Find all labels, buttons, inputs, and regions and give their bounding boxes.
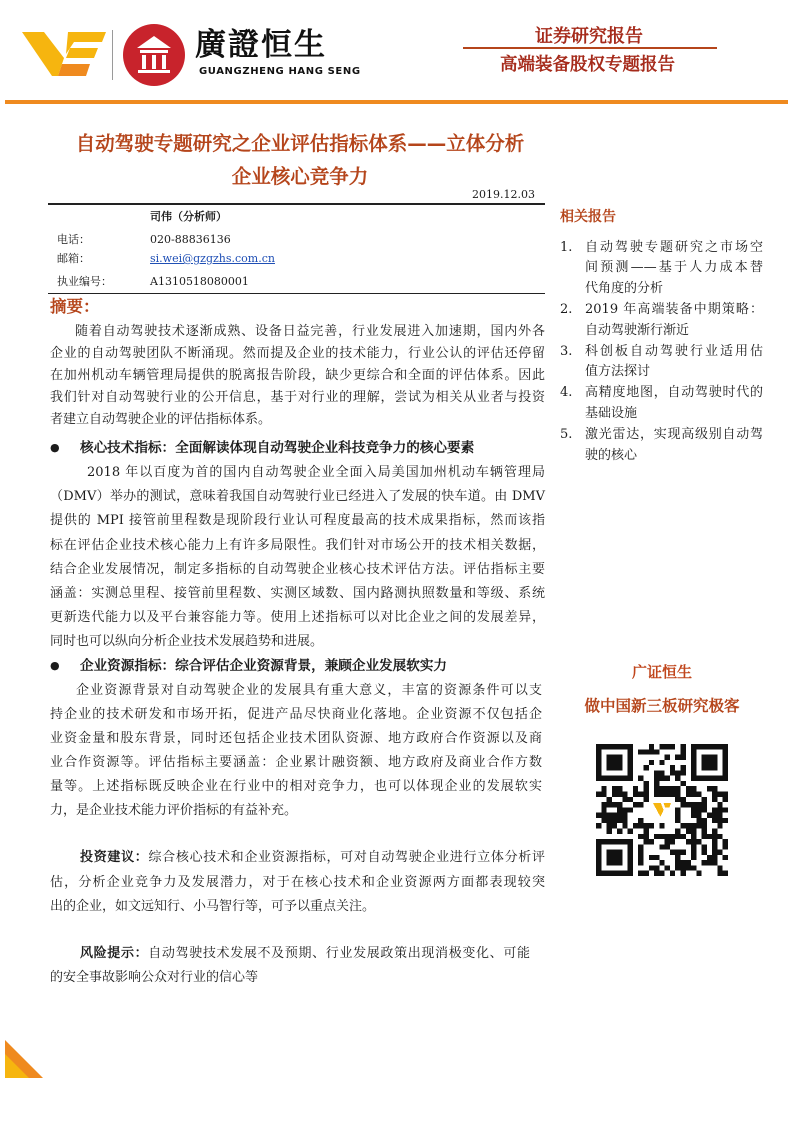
paragraph-line: 业资金量和股东背景，同时还包括企业技术团队资源、地方政府合作资源以及商 bbox=[50, 731, 542, 746]
related-reports-heading: 相关报告 bbox=[560, 209, 616, 225]
related-report-item bbox=[560, 342, 765, 384]
related-report-line: 高精度地图，自动驾驶时代的 bbox=[585, 385, 763, 401]
report-type: 证券研究报告 bbox=[535, 26, 643, 47]
point-heading: 企业资源指标：综合评估企业资源背景，兼顾企业发展软实力 bbox=[80, 658, 448, 674]
logo-divider bbox=[112, 30, 113, 80]
investment-label: 投资建议： bbox=[80, 850, 149, 865]
email-link[interactable]: si.wei@gzgzhs.com.cn bbox=[150, 252, 275, 265]
report-title-line-1: 自动驾驶专题研究之企业评估指标体系——立体分析 bbox=[75, 132, 525, 155]
related-report-line: 基础设施 bbox=[585, 405, 638, 421]
report-date: 2019.12.03 bbox=[472, 188, 535, 201]
phone-value: 020-88836136 bbox=[150, 233, 231, 246]
paragraph-line: 标在评估企业技术核心能力上有许多局限性。我们针对市场公开的技术相关数据， bbox=[50, 537, 545, 553]
promo-slogan: 做中国新三板研究极客 bbox=[584, 697, 740, 715]
point-heading: 核心技术指标：全面解读体现自动驾驶企业科技竞争力的核心要素 bbox=[80, 440, 475, 456]
email-label: 邮箱： bbox=[57, 252, 90, 265]
license-label: 执业编号： bbox=[57, 275, 112, 288]
seal-logo-icon bbox=[123, 24, 185, 86]
related-report-line: 驶的核心 bbox=[585, 447, 638, 463]
paragraph-line bbox=[50, 846, 545, 871]
point-resources-body bbox=[50, 679, 542, 823]
logo-chinese-name: 廣證恒生 bbox=[195, 27, 327, 63]
paragraph-line: 企业的自动驾驶团队不断涌现。然而提及企业的技术能力，行业公认的评估还停留 bbox=[50, 346, 545, 361]
risk-label: 风险提示： bbox=[80, 946, 149, 961]
analyst-bottom-rule bbox=[48, 293, 545, 294]
paragraph-line: 估，分析企业竞争力及发展潜力，对于在核心技术和企业资源两方面都表现较突 bbox=[50, 874, 545, 890]
paragraph-line: （DMV）举办的测试，意味着我国自动驾驶行业已经进入了发展的快车道。由 DMV bbox=[50, 489, 545, 505]
summary-heading: 摘要： bbox=[50, 297, 100, 316]
related-report-number: 2. bbox=[560, 301, 573, 317]
paragraph-line bbox=[50, 942, 530, 966]
company-logo-mark-icon bbox=[18, 24, 112, 84]
summary-intro bbox=[50, 321, 545, 431]
paragraph-line: 持企业的技术研发和市场开拓，促进产品尽快商业化落地。企业资源不仅包括企 bbox=[50, 707, 542, 722]
paragraph-line: 的安全事故影响公众对行业的信心等 bbox=[50, 970, 259, 985]
report-series: 高端装备股权专题报告 bbox=[500, 55, 675, 75]
paragraph-line: 涵盖：实测总里程、接管前里程数、实测区域数、国内路测执照数量和等级、系统 bbox=[50, 586, 545, 602]
related-report-line: 自动驾驶专题研究之市场空 bbox=[585, 239, 763, 255]
related-report-line: 2019 年高端装备中期策略： bbox=[585, 301, 763, 317]
analyst-name: 司伟（分析师） bbox=[150, 210, 227, 223]
paragraph-line: 2018 年以百度为首的国内自动驾驶企业全面入局美国加州机动车辆管理局 bbox=[87, 465, 545, 480]
risk-warning bbox=[50, 942, 530, 990]
investment-advice bbox=[50, 846, 545, 920]
promo-brand: 广证恒生 bbox=[631, 663, 692, 681]
related-report-line: 科创板自动驾驶行业适用估 bbox=[585, 343, 763, 359]
related-report-number: 1. bbox=[560, 239, 573, 255]
bullet-icon: ● bbox=[50, 659, 60, 672]
paragraph-line: 者建立自动驾驶企业的评估指标体系。 bbox=[50, 412, 272, 427]
paragraph-line: 业合作资源等。评估指标主要涵盖：企业累计融资额、地方政府及商业合作方数 bbox=[50, 755, 542, 770]
report-title-line-2: 企业核心竞争力 bbox=[231, 165, 369, 188]
bullet-icon: ● bbox=[50, 441, 60, 454]
paragraph-line: 随着自动驾驶技术逐渐成熟、设备日益完善，行业发展进入加速期，国内外各 bbox=[75, 324, 545, 339]
paragraph-line: 提供的 MPI 接管前里程数是现阶段行业认可程度最高的技术成果指标，然而该指 bbox=[50, 513, 545, 529]
logo-english-name: GUANGZHENG HANG SENG bbox=[199, 66, 361, 77]
related-reports-list bbox=[560, 238, 765, 467]
related-report-item bbox=[560, 238, 765, 300]
risk-text: 自动驾驶技术发展不及预期、行业发展政策出现消极变化、可能 bbox=[148, 946, 530, 961]
phone-label: 电话： bbox=[57, 233, 90, 246]
paragraph-line: 结合企业发展情况，制定多指标的自动驾驶企业核心技术评估方法。评估指标主要 bbox=[50, 561, 545, 577]
investment-text: 综合核心技术和企业资源指标，可对自动驾驶企业进行立体分析评 bbox=[148, 850, 545, 865]
header-divider bbox=[463, 47, 717, 49]
related-report-item bbox=[560, 425, 765, 467]
point-core-tech-body bbox=[50, 461, 545, 655]
paragraph-line: 出的企业，如文远知行、小马智行等，可予以重点关注。 bbox=[50, 899, 376, 914]
related-report-item bbox=[560, 383, 765, 425]
related-report-number: 3. bbox=[560, 343, 573, 359]
related-report-line: 自动驾驶渐行渐近 bbox=[585, 322, 690, 338]
paragraph-line: 量等。上述指标既反映企业在行业中的相对竞争力，也可以体现企业的发展软实 bbox=[50, 779, 542, 794]
paragraph-line: 力，是企业技术能力评价指标的有益补充。 bbox=[50, 803, 298, 818]
header-orange-bar bbox=[5, 100, 788, 104]
analyst-top-rule bbox=[48, 203, 545, 205]
related-report-line: 值方法探讨 bbox=[585, 364, 651, 380]
related-report-number: 4. bbox=[560, 385, 573, 401]
related-report-number: 5. bbox=[560, 426, 573, 442]
paragraph-line: 更新迭代能力以及平台兼容能力等。使用上述指标可以对比企业之间的发展差异， bbox=[50, 610, 545, 626]
paragraph-line: 在加州机动车辆管理局提供的脱离报告阶段，缺少更综合和全面的评估体系。因此 bbox=[50, 368, 545, 383]
paragraph-line: 同时也可以纵向分析企业技术发展趋势和进展。 bbox=[50, 634, 324, 650]
related-report-line: 间预测——基于人力成本替 bbox=[585, 260, 763, 276]
qr-code-icon bbox=[596, 744, 728, 876]
license-value: A1310518080001 bbox=[150, 275, 249, 288]
related-report-item bbox=[560, 300, 765, 342]
related-report-line: 激光雷达，实现高级别自动驾 bbox=[585, 426, 763, 442]
paragraph-line: 我们针对自动驾驶行业的公开信息，基于对行业的理解，尝试为相关从业者与投资 bbox=[50, 390, 545, 405]
paragraph-line: 企业资源背景对自动驾驶企业的发展具有重大意义，丰富的资源条件可以支 bbox=[76, 683, 542, 698]
related-report-line: 代角度的分析 bbox=[585, 281, 664, 297]
page-corner-mark-icon bbox=[5, 1040, 43, 1078]
